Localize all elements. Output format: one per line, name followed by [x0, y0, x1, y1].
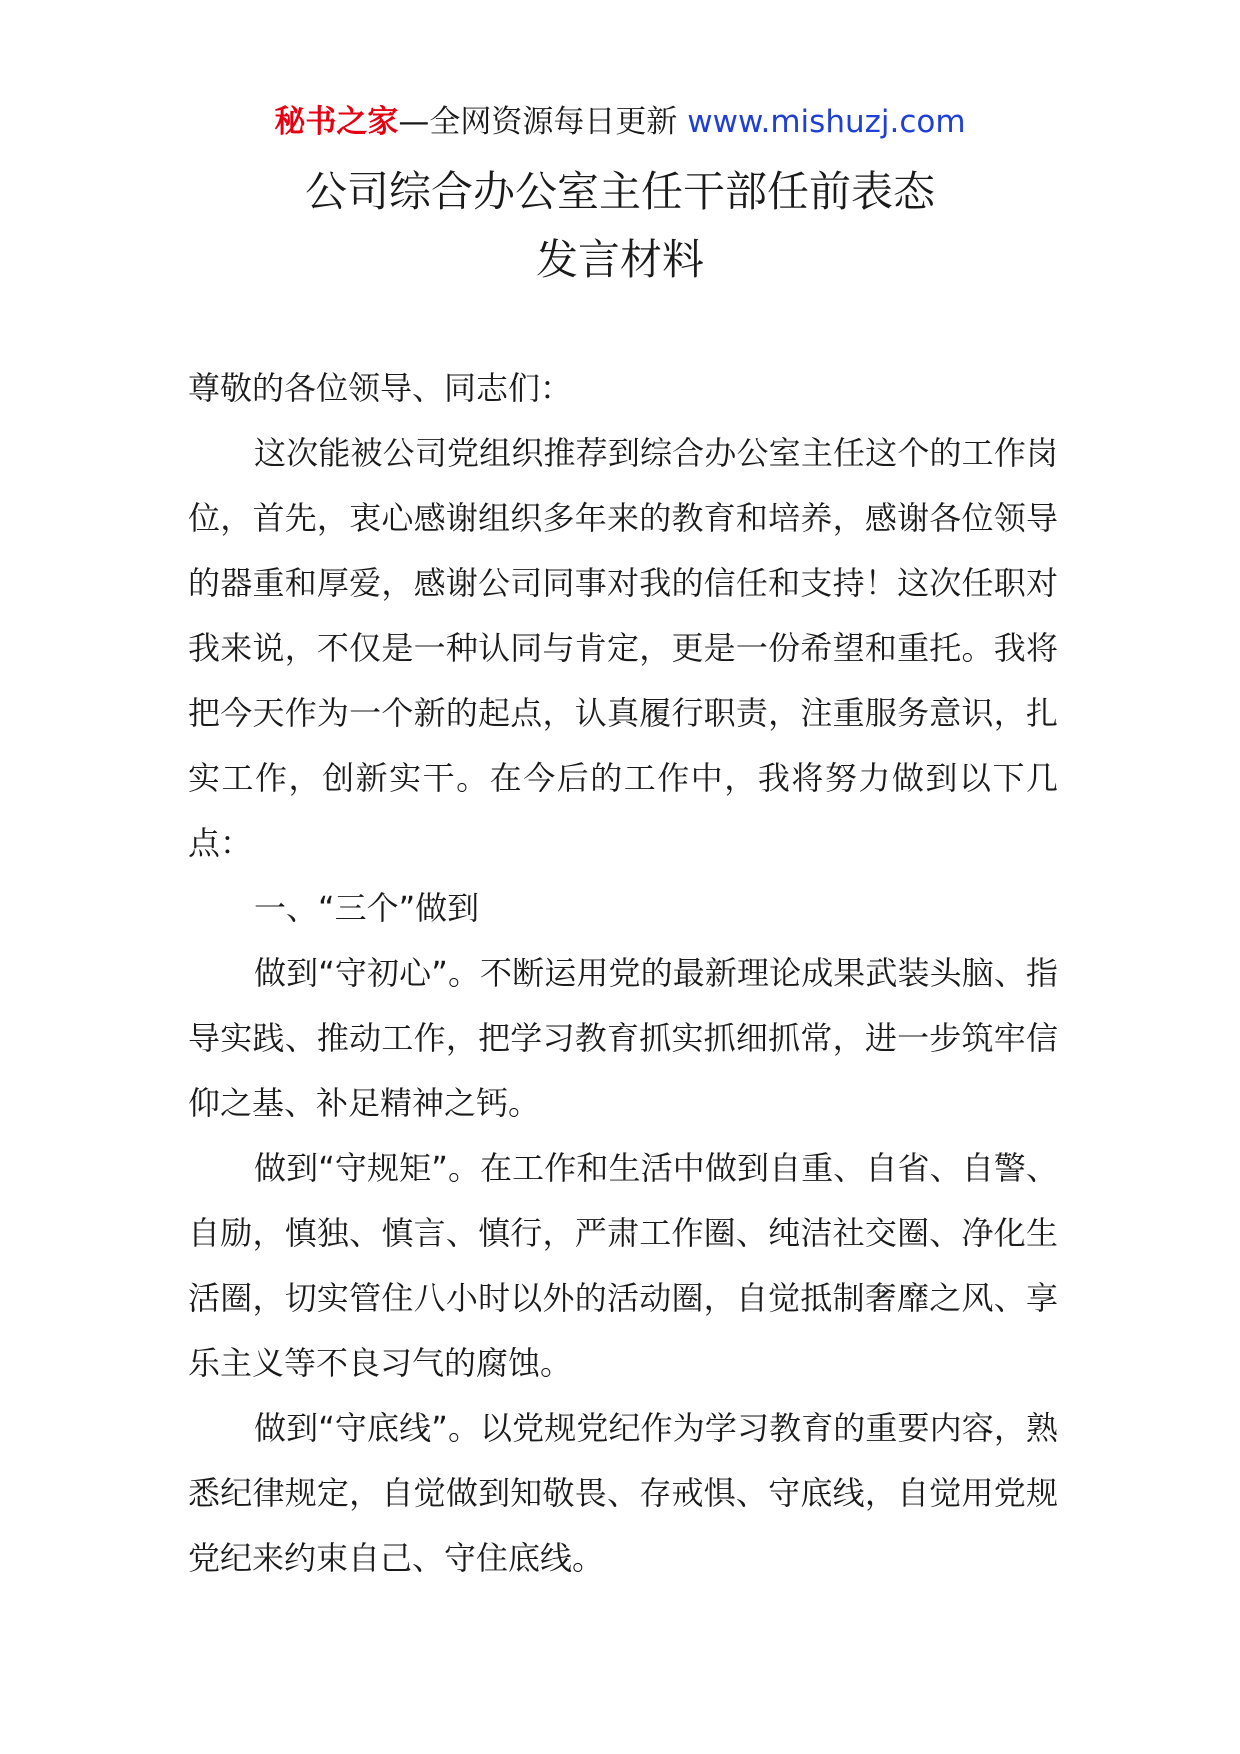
paragraph-shou-dixian: 做到“守底线”。以党规党纪作为学习教育的重要内容，熟悉纪律规定，自觉做到知敬畏、存戒惧、守底线，自觉用党规党纪来约束自己、守住底线。	[188, 1409, 1058, 1577]
brand-name: 秘书之家	[274, 104, 399, 140]
banner-slogan: —全网资源每日更新	[398, 104, 678, 140]
document-body	[188, 356, 1058, 1591]
paragraph-intro: 这次能被公司党组织推荐到综合办公室主任这个的工作岗位，首先，衷心感谢组织多年来的教育和培养，感谢各位领导的器重和厚爱，感谢公司同事对我的信任和支持！这次任职对我来说，不仅是一种认同与肯定，更是一份希望和重托。我将把今天作为一个新的起点，认真履行职责，注重服务意识，扎实工作，创新实干。在今后的工作中，我将努力做到以下几点：	[188, 434, 1058, 862]
document-title-line-2: 发言材料	[535, 235, 704, 284]
greeting: 尊敬的各位领导、同志们：	[188, 369, 573, 407]
site-url-link[interactable]: www.mishuzj.com	[687, 104, 966, 140]
site-banner	[0, 100, 1240, 144]
paragraph-shou-chuxin: 做到“守初心”。不断运用党的最新理论成果武装头脑、指导实践、推动工作，把学习教育抓实抓细抓常，进一步筑牢信仰之基、补足精神之钙。	[188, 954, 1058, 1122]
paragraph-shou-guiju: 做到“守规矩”。在工作和生活中做到自重、自省、自警、自励，慎独、慎言、慎行，严肃工作圈、纯洁社交圈、净化生活圈，切实管住八小时以外的活动圈，自觉抵制奢靡之风、享乐主义等不良习气的腐蚀。	[188, 1149, 1058, 1382]
section-heading: 一、“三个”做到	[254, 889, 480, 927]
document-title-line-1: 公司综合办公室主任干部任前表态	[304, 167, 935, 216]
